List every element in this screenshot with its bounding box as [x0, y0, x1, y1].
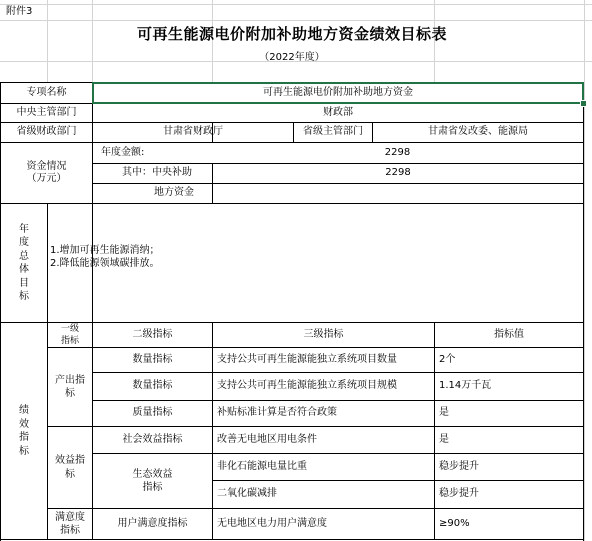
goal-item-2: 2.降低能源领域碳排放。: [50, 258, 160, 269]
attachment-label[interactable]: 附件3: [6, 5, 33, 17]
annual-amount-value[interactable]: 2298: [384, 146, 411, 158]
vertical-char: 总: [19, 250, 29, 262]
header-level3[interactable]: 三级指标: [303, 328, 344, 340]
quality-indicator[interactable]: 质量指标: [132, 407, 173, 419]
gridline: [0, 20, 592, 21]
prov-dept-value[interactable]: 甘肃省发改委、能源局: [428, 126, 528, 138]
table-title[interactable]: 可再生能源电价附加补助地方资金绩效目标表: [136, 24, 447, 43]
eco-1-l3[interactable]: 非化石能源电量比重: [217, 460, 307, 472]
local-fund-value[interactable]: [213, 184, 583, 203]
table-border: [0, 539, 584, 540]
quantity-indicator-1[interactable]: 数量指标: [132, 353, 173, 365]
quality-l3[interactable]: 补贴标准计算是否符合政策: [217, 407, 337, 419]
vertical-char: 体: [19, 264, 29, 275]
vertical-char: 目: [19, 277, 29, 289]
cell-selection[interactable]: [92, 82, 584, 104]
output-indicator-group[interactable]: 产出指 标: [55, 374, 85, 399]
quantity-2-value[interactable]: 1.14万千瓦: [439, 380, 492, 392]
project-name-value[interactable]: 可再生能源电价附加补助地方资金: [263, 86, 413, 98]
eco-2-value[interactable]: 稳步提升: [439, 488, 479, 500]
header-level2[interactable]: 二级指标: [132, 328, 173, 340]
vertical-char: 度: [19, 237, 29, 248]
quantity-1-l3[interactable]: 支持公共可再生能源能独立系统项目数量: [217, 353, 397, 365]
eco-benefit-indicator[interactable]: 生态效益 指标: [132, 468, 173, 493]
satisfaction-indicator-group[interactable]: 满意度 指标: [55, 511, 85, 536]
central-dept-label[interactable]: 中央主管部门: [16, 106, 77, 118]
header-level1[interactable]: 一级 指标: [60, 323, 79, 346]
prov-finance-value[interactable]: 甘肃省财政厅: [163, 126, 223, 138]
prov-dept-label[interactable]: 省级主管部门: [303, 126, 363, 138]
vertical-char: 标: [19, 291, 29, 302]
vertical-char: 效: [19, 418, 29, 430]
project-name-label[interactable]: 专项名称: [26, 86, 67, 98]
header-value[interactable]: 指标值: [494, 328, 524, 340]
quality-value[interactable]: 是: [439, 407, 449, 419]
social-benefit-indicator[interactable]: 社会效益指标: [122, 433, 183, 445]
fund-label-line2: （万元）: [26, 173, 67, 184]
fund-label[interactable]: [1, 143, 92, 203]
eco-1-value[interactable]: 稳步提升: [439, 460, 479, 472]
vertical-char: 标: [19, 445, 29, 457]
satisfaction-value[interactable]: ≥90%: [439, 517, 470, 529]
prov-finance-label[interactable]: 省级财政部门: [16, 126, 77, 138]
eco-2-l3[interactable]: 二氧化碳减排: [217, 488, 277, 500]
satisfaction-l3[interactable]: 无电地区电力用户满意度: [217, 517, 327, 529]
annual-goal-content[interactable]: [50, 244, 570, 270]
table-border: [0, 203, 584, 204]
quantity-1-value[interactable]: 2个: [439, 353, 456, 365]
quantity-2-l3[interactable]: 支持公共可再生能源能独立系统项目规模: [217, 380, 397, 392]
gridline: [584, 0, 585, 541]
social-l3[interactable]: 改善无电地区用电条件: [217, 433, 317, 445]
local-fund-label[interactable]: 地方资金: [154, 187, 194, 199]
vertical-char: 绩: [19, 405, 29, 416]
goal-item-1: 1.增加可再生能源消纳；: [50, 245, 160, 256]
fund-label-line1: 资金情况: [26, 160, 67, 172]
table-border: [47, 203, 48, 322]
central-subsidy-label[interactable]: 其中：中央补助: [122, 167, 192, 179]
annual-amount-label[interactable]: 年度金额:: [101, 146, 145, 158]
user-satisfaction-indicator[interactable]: 用户满意度指标: [117, 517, 188, 529]
year-subtitle[interactable]: （2022年度）: [259, 51, 325, 63]
social-value[interactable]: 是: [439, 433, 449, 445]
performance-indicators-label[interactable]: [1, 323, 47, 539]
annual-goal-label[interactable]: [1, 204, 47, 322]
quantity-indicator-2[interactable]: 数量指标: [132, 380, 173, 392]
vertical-char: 年: [19, 223, 29, 235]
benefit-indicator-group[interactable]: 效益指 标: [55, 455, 85, 480]
central-dept-value[interactable]: 财政部: [323, 106, 353, 118]
gridline: [0, 4, 592, 5]
table-border: [583, 82, 584, 541]
vertical-char: 指: [19, 432, 29, 443]
central-subsidy-value[interactable]: 2298: [385, 167, 411, 179]
